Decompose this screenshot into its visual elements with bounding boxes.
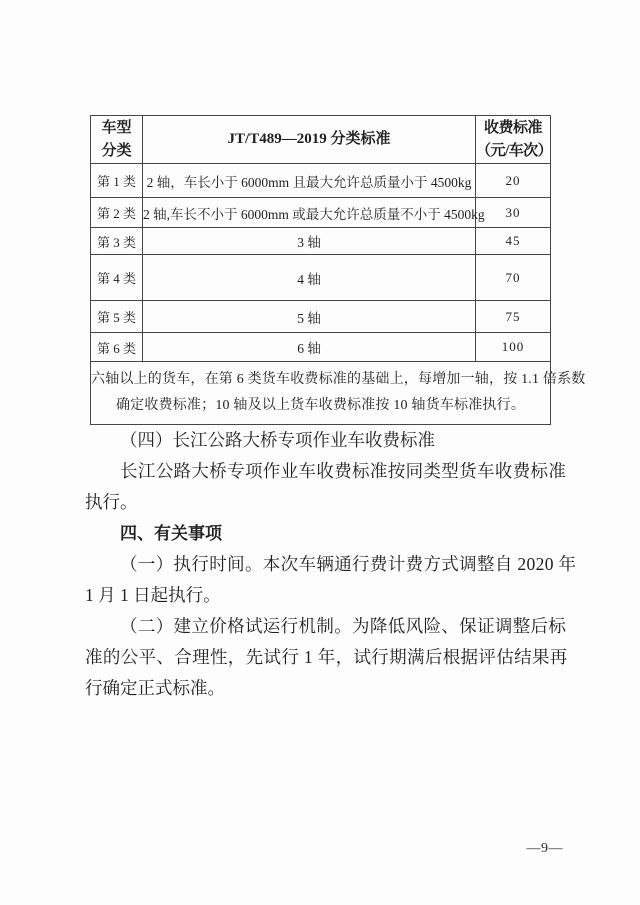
category-cell: 第 6 类: [91, 333, 143, 362]
standard-cell: 6 轴: [143, 333, 476, 362]
table-note: [91, 362, 586, 425]
header-fee-standard: [476, 116, 551, 164]
section-4-subheading: （四）长江公路大桥专项作业车收费标准: [120, 430, 435, 450]
header-vehicle-category: [91, 116, 143, 164]
table-row: [91, 164, 551, 198]
category-cell: 第 2 类: [91, 198, 143, 228]
standard-cell: 2 轴,车长不小于 6000mm 或最大允许总质量不小于 4500kg: [143, 198, 476, 228]
table-note-row: [91, 362, 551, 425]
paragraph-line: 准的公平、合理性，先试行 1 年，试行期满后根据评估结果再: [85, 647, 568, 667]
table-row: [91, 333, 551, 362]
table-row: [91, 301, 551, 333]
fee-cell: 70: [476, 255, 551, 301]
toll-fee-table: [90, 115, 586, 425]
paragraph-line: 执行。: [85, 492, 138, 512]
fee-cell: 100: [476, 333, 551, 362]
table-note-line2: 确定收费标准；10 轴及以上货车收费标准按 10 轴货车标准执行。: [115, 398, 526, 413]
standard-cell: 3 轴: [143, 228, 476, 255]
paragraph-line: 1 月 1 日起执行。: [85, 585, 221, 605]
header-fee-standard-line2: （元/车次）: [476, 142, 553, 159]
fee-cell: 75: [476, 301, 551, 333]
header-vehicle-category-line1: 车型: [101, 119, 132, 136]
paragraph-line: 行确定正式标准。: [85, 678, 225, 698]
page-number: —9—: [526, 841, 563, 856]
table-row: [91, 198, 551, 228]
category-cell: 第 1 类: [91, 164, 143, 198]
paragraph-line: （二）建立价格试运行机制。为降低风险、保证调整后标: [120, 616, 567, 636]
standard-cell: 2 轴，车长小于 6000mm 且最大允许总质量小于 4500kg: [143, 164, 476, 198]
category-cell: 第 3 类: [91, 228, 143, 255]
section-heading-related-matters: 四、有关事项: [120, 524, 222, 543]
table-row: [91, 228, 551, 255]
category-cell: 第 5 类: [91, 301, 143, 333]
header-vehicle-category-line2: 分类: [101, 142, 132, 159]
paragraph-line: 长江公路大桥专项作业车收费标准按同类型货车收费标准: [120, 461, 567, 481]
table-note-line1: 六轴以上的货车，在第 6 类货车收费标准的基础上，每增加一轴，按 1.1 倍系数: [91, 372, 586, 387]
table-row: [91, 255, 551, 301]
standard-cell: 5 轴: [143, 301, 476, 333]
paragraph-line: （一）执行时间。本次车辆通行费计费方式调整自 2020 年: [120, 554, 577, 574]
fee-cell: 45: [476, 228, 551, 255]
category-cell: 第 4 类: [91, 255, 143, 301]
fee-cell: 30: [476, 198, 551, 228]
fee-cell: 20: [476, 164, 551, 198]
table-header-row: [91, 116, 551, 164]
standard-cell: 4 轴: [143, 255, 476, 301]
header-classification-standard: JT/T489—2019 分类标准: [143, 116, 476, 164]
body-text: [85, 425, 577, 704]
header-fee-standard-line1: 收费标准: [483, 119, 542, 136]
